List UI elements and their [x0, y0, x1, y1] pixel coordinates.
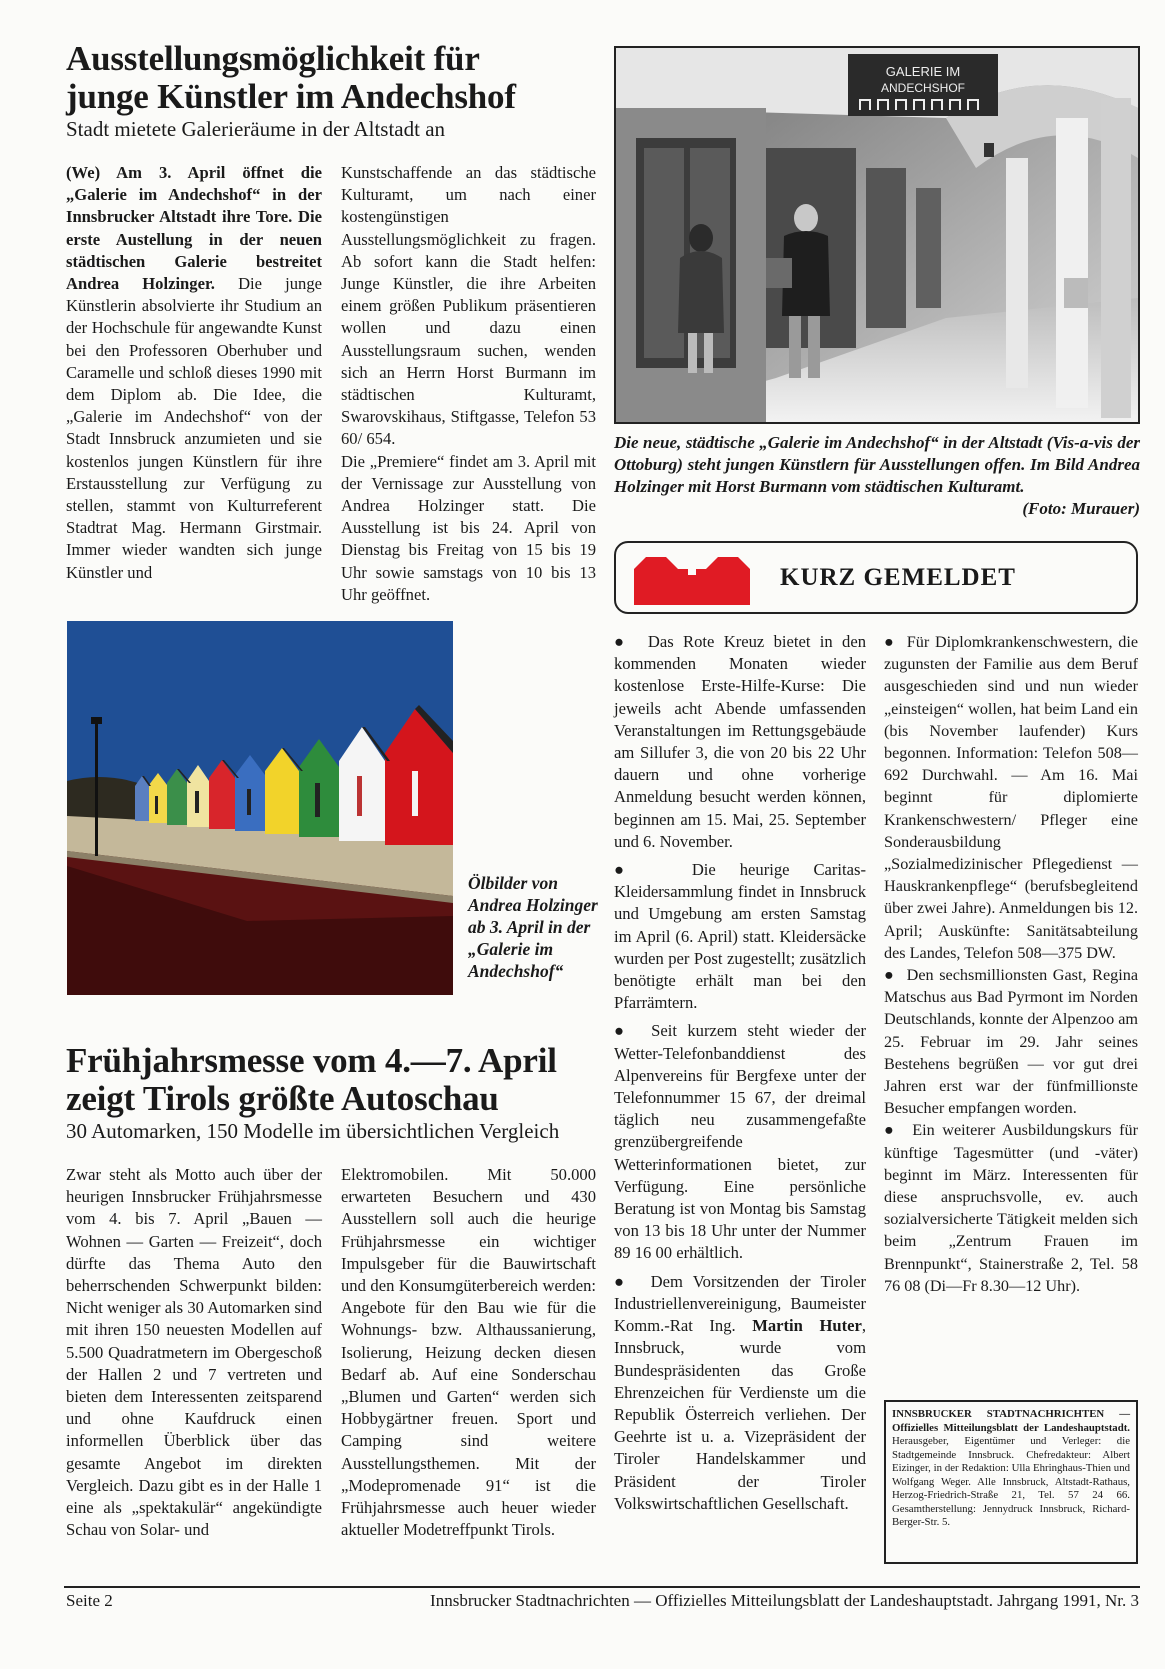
gallery-photo-caption	[614, 432, 1140, 520]
article2-headline	[66, 1042, 606, 1118]
article1-lead: (We) Am 3. April öffnet die „Galerie im Andechshof“ in der Innsbrucker Altstadt ihre Tore. Die erste Austellung in der neuen städtischen Galerie bestreitet Andrea Holzinger.	[66, 163, 322, 294]
kurz-column-1	[614, 631, 866, 1521]
gallery-sign-line1: GALERIE IM	[885, 64, 961, 79]
article1-column-1	[66, 162, 322, 584]
kurz-item-4-name: Martin Huter	[752, 1316, 862, 1336]
gallery-photo-caption-text: Die neue, städtische „Galerie im Andechshof“ in der Altstadt (Vis-a-vis der Ottoburg) steht jungen Künstlern für Ausstellungen offen. Im Bild Andrea Holzinger mit Horst Burmann vom städtischen Kulturamt.	[614, 433, 1140, 496]
kurz-item-2-text: Die heurige Caritas-Kleidersammlung findet in Innsbruck und Umgebung am ersten Samstag im April (6. April) statt. Kleidersäcke wurden per Post zugestellt; zusätzlich benötigte erhält man bei den Pfarrämtern.	[614, 860, 867, 1013]
article1-col1-text: Die junge Künstlerin absolvierte ihr Studium an der Hochschule für angewandte Kunst bei den Professoren Oberhuber und Caramelle und schloß dieses 1990 mit dem Diplom ab. Die Idee, die „Galerie im Andechshof“ von der Stadt Innsbruck anzumieten und sie kostenlos jungen Künstlern für ihre Erstausstellung zur Verfügung zu stellen, stammt von Kulturreferent Stadtrat Mag. Hermann Girstmair. Immer wieder wandten sich junge Künstler und	[66, 274, 322, 582]
article2-subhead: 30 Automarken, 150 Modelle im übersichtlichen Vergleich	[66, 1119, 560, 1143]
kurz-gemeldet-header	[614, 541, 1138, 614]
article1-headline-line2: junge Künstler im Andechshof	[66, 77, 516, 116]
gallery-photo-credit: (Foto: Murauer)	[1022, 499, 1140, 518]
article2-column-2	[341, 1164, 596, 1541]
kurz-item-4-text-b: , Innsbruck, wurde vom Bundespräsidenten das Große Ehrenzeichen für Verdienste um die Republik Österreich verliehen. Der Geehrte ist u. a. Vizepräsident der Tiroler Handelskammer und Präsident der Tiroler Volkswirtschaftlichen Gesellschaft.	[614, 1316, 866, 1513]
article2-column-1	[66, 1164, 322, 1541]
footer-publication: Innsbrucker Stadtnachrichten — Offizielles Mitteilungsblatt der Landeshauptstadt. Jahrgang 1991, Nr. 3	[430, 1591, 1139, 1610]
article2-col2-text: Elektromobilen. Mit 50.000 erwarteten Besuchern und 430 Ausstellern soll auch die heurige Frühjahrsmesse ein wichtiger Impulsgeber für die Bauwirtschaft und den Konsumgüterbereich werden: Angebote für den Bau wie für die Wohnungs- bzw. Althaussanierung, Isolierung, Heizung decken diesen Bedarf ab. Auf eine Sonderschau „Blumen und Garten“ werden sich Hobbygärtner freuen. Sport und Camping sind weitere Ausstellungsthemen. Mit der „Modepromenade 91“ ist die Frühjahrsmesse auch heuer wieder aktueller Modetreffpunkt Tirols.	[341, 1165, 596, 1540]
painting-image	[67, 621, 453, 995]
painting-caption: Ölbilder von Andrea Holzinger ab 3. April in der „Galerie im Andechshof“	[468, 873, 598, 981]
kurz-item-3: ● Seit kurzem steht wieder der Wetter-Telefonbanddienst des Alpenvereins für Bergfexe unter der Telefonnummer 15 67, der dreimal täglich neu zusammengefaßte grenzübergreifende Wetterinformationen bietet, zur Verfügung. Eine persönliche Beratung ist von Montag bis Samstag von 13 bis 18 Uhr unter der Nummer 89 16 00 erhältlich.	[614, 1021, 867, 1263]
kurz-item-3-text: Seit kurzem steht wieder der Wetter-Telefonbanddienst des Alpenvereins für Bergfexe unter der Telefonnummer 15 67, der dreimal täglich neu zusammengefaßte grenzübergreifende Wetterinformationen bietet, zur Verfügung. Eine persönliche Beratung ist von Montag bis Samstag von 13 bis 18 Uhr unter der Nummer 89 16 00 erhältlich.	[614, 1021, 867, 1263]
impressum-box	[884, 1400, 1138, 1564]
article1-column-2	[341, 162, 596, 606]
kurz-item-1: ● Das Rote Kreuz bietet in den kommenden Monaten wieder kostenlose Erste-Hilfe-Kurse: Die jeweils acht Abende umfassenden Veranstaltungen im Rettungsgebäude am Sillufer 3, die von 20 bis 22 Uhr dauern und ohne vorherige Anmeldung besucht werden können, beginnen am 15. Mai, 25. September und 6. November.	[614, 632, 867, 851]
kurz-gemeldet-logo-icon	[630, 551, 754, 607]
kurz-item-2: ● Die heurige Caritas-Kleidersammlung findet in Innsbruck und Umgebung am ersten Samstag im April (6. April) statt. Kleidersäcke wurden per Post zugestellt; zusätzlich benötigte erhält man bei den Pfarrämtern.	[614, 860, 867, 1013]
article1-col2-p2: Die „Premiere“ findet am 3. April mit der Vernissage zur Ausstellung von Andrea Holzinger statt. Die Ausstellung ist bis 24. April von Dienstag bis Freitag von 15 bis 19 Uhr sowie samstags von 10 bis 13 Uhr geöffnet.	[341, 451, 596, 604]
kurz-item-1-text: Das Rote Kreuz bietet in den kommenden Monaten wieder kostenlose Erste-Hilfe-Kurse: Die jeweils acht Abende umfassenden Veranstaltungen im Rettungsgebäude am Sillufer 3, die von 20 bis 22 Uhr dauern und ohne vorherige Anmeldung besucht werden können, beginnen am 15. Mai, 25. September und 6. November.	[614, 632, 867, 851]
article1-col2-p1: Kunstschaffende an das städtische Kulturamt, um nach einer kostengünstigen Ausstellungsmöglichkeit zu fragen. Ab sofort kann die Stadt helfen: Junge Künstler, die ihre Arbeiten einem größen Publikum präsentieren wollen und dazu einen Ausstellungsraum suchen, wenden sich an Herrn Horst Burmann im städtischen Kulturamt, Swarovskihaus, Stiftgasse, Telefon 53 60/ 654.	[341, 163, 596, 449]
kurz-column-2	[884, 631, 1138, 1303]
kurz-item-5-text: Für Diplomkrankenschwestern, die zugunsten der Familie aus dem Beruf ausgeschieden sind und nun wieder „einsteigen“ wollen, hat beim Land ein (bis November laufender) Kurs begonnen. Information: Telefon 508—692 Durchwahl. — Am 16. Mai beginnt für diplomierte Krankenschwestern/ Pfleger eine Sonderausbildung „Sozialmedizinischer Pflegedienst — Hauskrankenpflege“ (berufsbegleitend über zwei Jahre). Anmeldungen bis 12. April; Auskünfte: Sanitätsabteilung des Landes, Telefon 508—375 DW.	[884, 633, 1138, 962]
kurz-logo-shape	[634, 557, 750, 605]
impressum-title: INNSBRUCKER STADTNACHRICHTEN — Offizielles Mitteilungsblatt der Landeshauptstadt.	[892, 1408, 1130, 1434]
painting-svg	[67, 621, 453, 995]
kurz-item-5: ● Für Diplomkrankenschwestern, die zugunsten der Familie aus dem Beruf ausgeschieden sind und nun wieder „einsteigen“ wollen, hat beim Land ein (bis November laufender) Kurs begonnen. Information: Telefon 508—692 Durchwahl. — Am 16. Mai beginnt für diplomierte Krankenschwestern/ Pfleger eine Sonderausbildung „Sozialmedizinischer Pflegedienst — Hauskrankenpflege“ (berufsbegleitend über zwei Jahre). Anmeldungen bis 12. April; Auskünfte: Sanitätsabteilung des Landes, Telefon 508—375 DW.	[884, 633, 1138, 962]
kurz-item-7-text: Ein weiterer Ausbildungskurs für künftige Tagesmütter (und -väter) beginnt im März. Interessenten für diese anspruchsvolle, ev. auch sozialversicherte Tätigkeit melden sich beim „Zentrum Frauen im Brennpunkt“, Stainerstraße 2, Tel. 58 76 08 (Di—Fr 8.30—12 Uhr).	[884, 1121, 1138, 1295]
footer-rule	[64, 1586, 1140, 1588]
article2-headline-line2: zeigt Tirols größte Autoschau	[66, 1079, 499, 1118]
gallery-photo-svg	[616, 48, 1138, 422]
kurz-item-7: ● Ein weiterer Ausbildungskurs für künftige Tagesmütter (und -väter) beginnt im März. Interessenten für diese anspruchsvolle, ev. auch sozialversicherte Tätigkeit melden sich beim „Zentrum Frauen im Brennpunkt“, Stainerstraße 2, Tel. 58 76 08 (Di—Fr 8.30—12 Uhr).	[884, 1121, 1138, 1295]
kurz-gemeldet-title: KURZ GEMELDET	[780, 564, 1016, 591]
kurz-item-4: ● Dem Vorsitzenden der Tiroler Industriellenvereinigung, Baumeister Komm.-Rat Ing. Martin Huter, Innsbruck, wurde vom Bundespräsidenten das Große Ehrenzeichen für Verdienste um die Republik Österreich verliehen. Der Geehrte ist u. a. Vizepräsident der Tiroler Handelskammer und Präsident der Tiroler Volkswirtschaftlichen Gesellschaft.	[614, 1271, 866, 1513]
article1-subhead: Stadt mietete Galerieräume in der Altstadt an	[66, 117, 446, 141]
gallery-photo	[614, 46, 1140, 424]
article1-header	[66, 40, 606, 142]
kurz-item-4-text-a: Dem Vorsitzenden der Tiroler Industriellenvereinigung, Baumeister Komm.-Rat Ing.	[614, 1271, 866, 1336]
article1-headline	[66, 40, 606, 116]
kurz-item-6: ● Den sechsmillionsten Gast, Regina Matschus aus Bad Pyrmont im Norden Deutschlands, konnte der Alpenzoo am 25. Februar im 29. Jahr seines Bestehens begrüßen — vor gut drei Jahren erst war der fünfmillionste Besucher empfangen worden.	[884, 966, 1139, 1118]
article2-headline-line1: Frühjahrsmesse vom 4.—7. April	[66, 1041, 557, 1080]
article1-headline-line1: Ausstellungsmöglichkeit für	[66, 39, 480, 78]
article2-header	[66, 1042, 606, 1144]
footer-page-number: Seite 2	[66, 1591, 113, 1610]
impressum-text: Herausgeber, Eigentümer und Verleger: die Stadtgemeinde Innsbruck. Chefredakteur: Albert Eizinger, in der Redaktion: Ulla Ehringhaus-Thien und Wolfgang Weger. Alle Innsbruck, Altstadt-Rathaus, Herzog-Friedrich-Straße 21, Tel. 57 24 66. Gesamtherstellung: Jennydruck Innsbruck, Richard-Berger-Str. 5.	[892, 1435, 1130, 1528]
gallery-sign-line2: ANDECHSHOF	[880, 81, 966, 95]
article2-col1-text: Zwar steht als Motto auch über der heurigen Innsbrucker Frühjahrsmesse vom 4. bis 7. April „Bauen — Wohnen — Garten — Freizeit“, doch dürfte das Thema Auto den beherrschenden Schwerpunkt bilden: Nicht weniger als 30 Automarken sind mit ihren 150 neuesten Modellen auf 5.500 Quadratmetern im Obergeschoß der Hallen 2 und 7 vertreten und bieten dem Interessenten zeitsparend und ohne Kaufdruck einen informellen Überblick über das gesamte Angebot im direkten Vergleich. Dazu gibt es in der Halle 1 eine als „spektakulär“ angekündigte Schau von Solar- und	[66, 1165, 322, 1540]
kurz-item-6-text: Den sechsmillionsten Gast, Regina Matschus aus Bad Pyrmont im Norden Deutschlands, konnte der Alpenzoo am 25. Februar im 29. Jahr seines Bestehens begrüßen — vor gut drei Jahren erst war der fünfmillionste Besucher empfangen worden.	[884, 966, 1139, 1118]
